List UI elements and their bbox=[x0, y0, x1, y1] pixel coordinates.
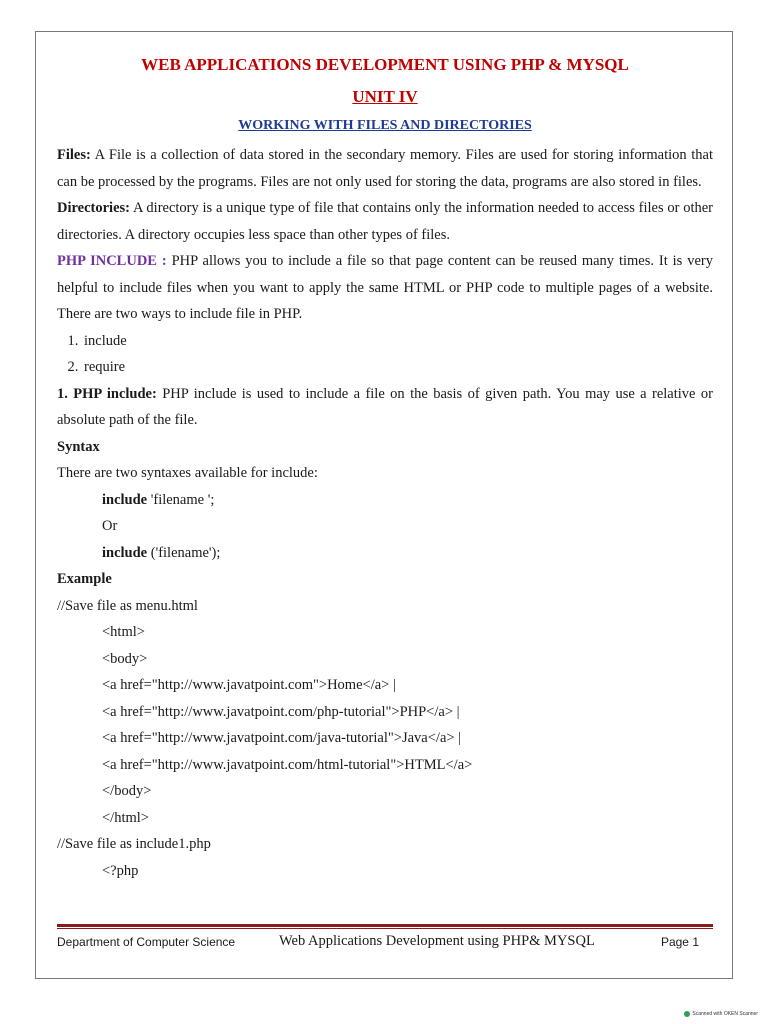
files-label: Files: bbox=[57, 147, 91, 163]
syntax-arg: ('filename'); bbox=[147, 544, 221, 561]
code-line: <a href="http://www.javatpoint.com/html-tutorial">HTML</a> bbox=[102, 756, 473, 773]
syntax-keyword: include bbox=[102, 491, 148, 508]
footer-page-number: Page 1 bbox=[660, 935, 699, 949]
footer-course: Web Applications Development using PHP& MYSQL bbox=[279, 933, 595, 949]
footer-rule-thin bbox=[57, 928, 713, 929]
syntax-keyword: include bbox=[102, 544, 148, 561]
footer-rule bbox=[57, 924, 713, 927]
php-include-label: PHP INCLUDE : bbox=[57, 253, 167, 269]
document-title: WEB APPLICATIONS DEVELOPMENT USING PHP & MYSQL bbox=[141, 55, 629, 74]
scanner-logo-icon bbox=[684, 1011, 690, 1017]
syntax-line-1 bbox=[57, 487, 713, 514]
footer-department: Department of Computer Science bbox=[57, 935, 236, 949]
code-line: <?php bbox=[102, 862, 139, 879]
scanner-watermark bbox=[684, 1011, 758, 1017]
code-line: <a href="http://www.javatpoint.com/java-tutorial">Java</a> | bbox=[102, 730, 462, 746]
code-line: <html> bbox=[102, 624, 145, 640]
include-ways-list bbox=[57, 328, 713, 381]
code-line: <a href="http://www.javatpoint.com">Home</a> | bbox=[102, 677, 396, 693]
example-heading-text: Example bbox=[57, 571, 112, 587]
php-include-detail-text: PHP include is used to include a file on the basis of given path. You may use a relative or absolute path of the file. bbox=[57, 385, 713, 428]
example-heading bbox=[57, 566, 713, 593]
code-line: <a href="http://www.javatpoint.com/php-tutorial">PHP</a> | bbox=[102, 703, 460, 720]
code-line: </body> bbox=[102, 783, 152, 799]
directories-text: A directory is a unique type of file that contains only the information needed to access files or other directories. A directory occupies less space than other types of files. bbox=[57, 200, 713, 243]
syntax-or: Or bbox=[102, 518, 118, 534]
php-include-text: PHP allows you to include a file so that page content can be reused many times. It is very helpful to include files when you want to apply the same HTML or PHP code to multiple pages of a website. There are two ways to include file in PHP. bbox=[57, 253, 713, 322]
syntax-arg: 'filename '; bbox=[147, 491, 215, 508]
syntax-intro: There are two syntaxes available for include: bbox=[57, 465, 318, 481]
directories-label: Directories: bbox=[57, 200, 130, 216]
php-include-detail-label: 1. PHP include: bbox=[57, 385, 157, 402]
syntax-line-2 bbox=[57, 540, 713, 567]
code-line: <body> bbox=[102, 650, 148, 667]
unit-heading: UNIT IV bbox=[352, 87, 418, 106]
files-paragraph bbox=[57, 142, 713, 195]
syntax-heading-text: Syntax bbox=[57, 438, 100, 455]
list-item: 2. require bbox=[82, 354, 713, 381]
example-comment-2: //Save file as include1.php bbox=[57, 836, 211, 852]
directories-paragraph bbox=[57, 195, 713, 248]
php-include-paragraph bbox=[57, 248, 713, 328]
document-body bbox=[57, 52, 713, 884]
list-item: 1. include bbox=[82, 328, 713, 355]
php-include-detail-paragraph bbox=[57, 381, 713, 434]
syntax-heading bbox=[57, 434, 713, 461]
section-heading: WORKING WITH FILES AND DIRECTORIES bbox=[238, 118, 532, 133]
scanner-text: Scanned with OKEN Scanner bbox=[692, 1011, 758, 1017]
example-comment-1: //Save file as menu.html bbox=[57, 597, 198, 614]
code-line: </html> bbox=[102, 809, 149, 826]
files-text: A File is a collection of data stored in the secondary memory. Files are used for storing information that can be processed by the programs. Files are not only used for storing the data, programs are also stored in files. bbox=[57, 147, 713, 190]
page-footer bbox=[57, 933, 713, 953]
